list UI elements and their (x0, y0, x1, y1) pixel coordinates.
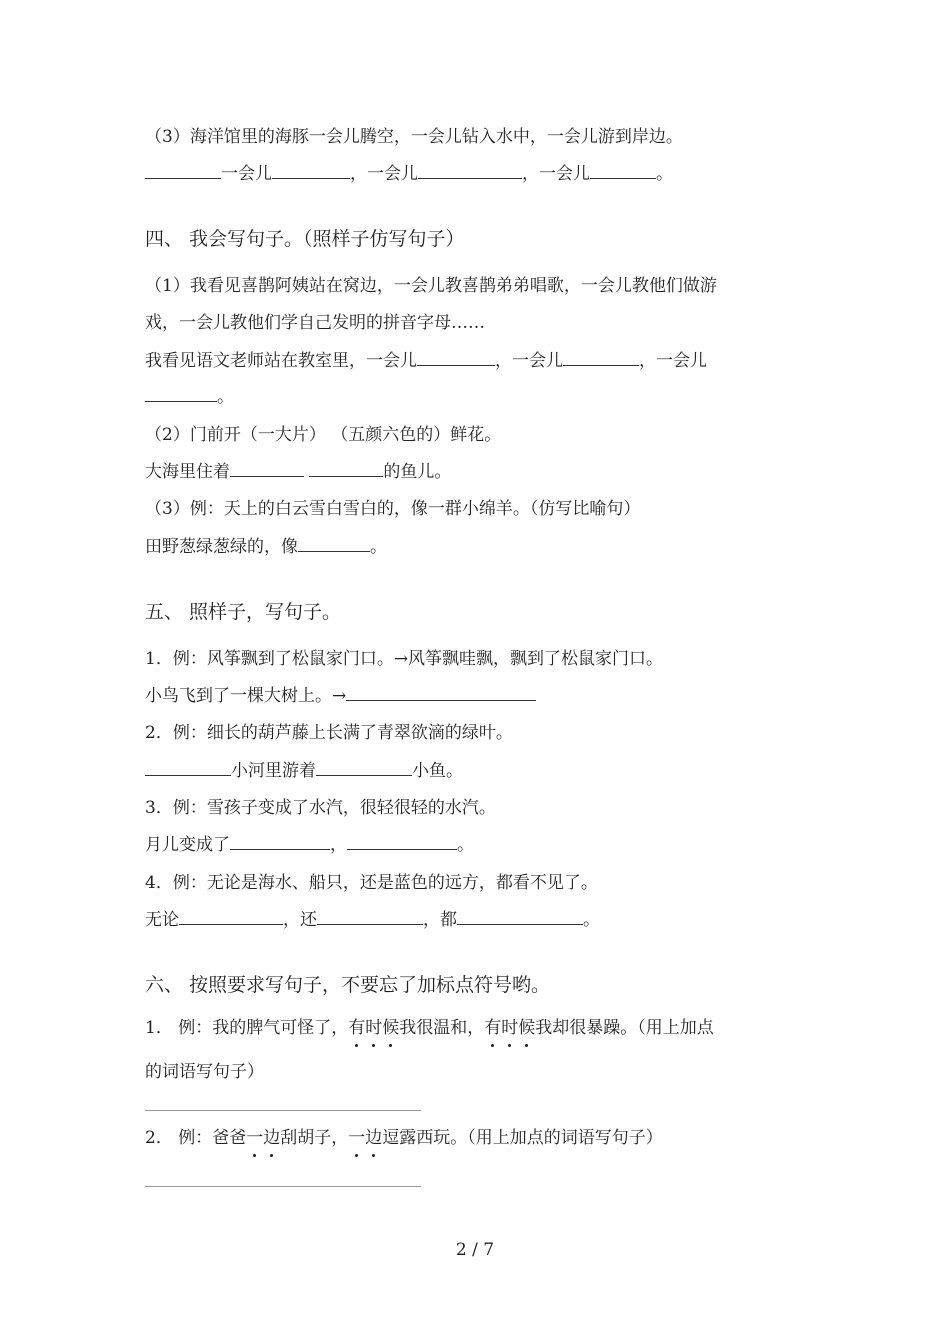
dotted-char: 一 (348, 1123, 365, 1148)
s5-item2-fill: 小河里游着 小鱼。 (145, 756, 463, 781)
dotted-char: 有 (348, 1013, 365, 1038)
answer-line[interactable] (145, 1110, 421, 1111)
s5-item4: 4．例：无论是海水、船只，还是蓝色的远方，都看不见了。 (145, 873, 598, 893)
s3-item3-text: （3）海洋馆里的海豚一会儿腾空，一会儿钻入水中，一会儿游到岸边。 (145, 127, 683, 147)
s6-item1-line1: 1． 例：我的脾气可怪了，有时候我很温和，有时候我却很暴躁。（用上加点 (145, 1013, 714, 1038)
dotted-char: 时 (365, 1013, 382, 1038)
dotted-char: 边 (263, 1123, 280, 1148)
blank[interactable] (347, 848, 457, 850)
dotted-char: 有 (484, 1013, 501, 1038)
s4-item3-line1: （3）例：天上的白云雪白雪白的，像一群小绵羊。（仿写比喻句） (145, 499, 641, 519)
s4-item1-line1: （1）我看见喜鹊阿姨站在窝边，一会儿教喜鹊弟弟唱歌，一会儿教他们做游 (145, 276, 717, 296)
blank[interactable] (418, 177, 522, 179)
blank[interactable] (145, 400, 217, 402)
s4-item1-line2: 戏，一会儿教他们学自己发明的拼音字母…… (145, 313, 485, 333)
blank[interactable] (590, 177, 656, 179)
blank[interactable] (298, 550, 370, 552)
blank[interactable] (346, 699, 536, 701)
s5-item3: 3．例：雪孩子变成了水汽，很轻很轻的水汽。 (145, 798, 496, 818)
dotted-char: 边 (365, 1123, 382, 1148)
blank[interactable] (145, 177, 221, 179)
s4-item2-line1: （2）门前开（一大片） （五颜六色的）鲜花。 (145, 425, 502, 445)
blank[interactable] (272, 177, 350, 179)
s5-item3-fill: 月儿变成了 ， 。 (145, 835, 474, 855)
s4-item2-fill: 大海里住着 的鱼儿。 (145, 462, 452, 482)
blank[interactable] (179, 923, 283, 925)
section-4-heading: 四、 我会写句子。（照样子仿写句子） (145, 228, 465, 250)
dotted-char: 候 (382, 1013, 399, 1038)
s3-item3-fill: 一会儿 ，一会儿 ，一会儿 。 (145, 159, 673, 184)
section-5-heading: 五、 照样子，写句子。 (145, 601, 342, 623)
s6-item1-line2: 的词语写句子） (145, 1062, 264, 1082)
s5-item1: 1．例：风筝飘到了松鼠家门口。→风筝飘哇飘，飘到了松鼠家门口。 (145, 649, 664, 669)
blank[interactable] (309, 475, 383, 477)
answer-line[interactable] (145, 1186, 421, 1187)
s5-item2: 2．例：细长的葫芦藤上长满了青翠欲滴的绿叶。 (145, 723, 513, 743)
blank[interactable] (417, 364, 495, 366)
blank[interactable] (230, 475, 304, 477)
s5-item4-fill: 无论 ，还 ，都 。 (145, 910, 600, 930)
blank[interactable] (145, 774, 231, 776)
blank[interactable] (457, 923, 583, 925)
dotted-char: 候 (518, 1013, 535, 1038)
s4-item1-fill: 我看见语文老师站在教室里，一会儿 ，一会儿 ，一会儿 (145, 351, 707, 371)
blank[interactable] (230, 848, 330, 850)
s4-item1-fill-end: 。 (145, 382, 234, 407)
blank[interactable] (563, 364, 639, 366)
s5-item1-fill: 小鸟飞到了一棵大树上。→ (145, 681, 536, 706)
blank[interactable] (316, 774, 412, 776)
dotted-char: 一 (246, 1123, 263, 1148)
blank[interactable] (317, 923, 423, 925)
page-number: 2 / 7 (455, 1240, 495, 1260)
s6-item2-line1: 2． 例：爸爸一边刮胡子，一边逗露西玩。（用上加点的词语写句子） (145, 1123, 663, 1148)
section-6-heading: 六、 按照要求写句子，不要忘了加标点符号哟。 (145, 974, 551, 996)
s4-item3-fill: 田野葱绿葱绿的，像 。 (145, 537, 387, 557)
dotted-char: 时 (501, 1013, 518, 1038)
